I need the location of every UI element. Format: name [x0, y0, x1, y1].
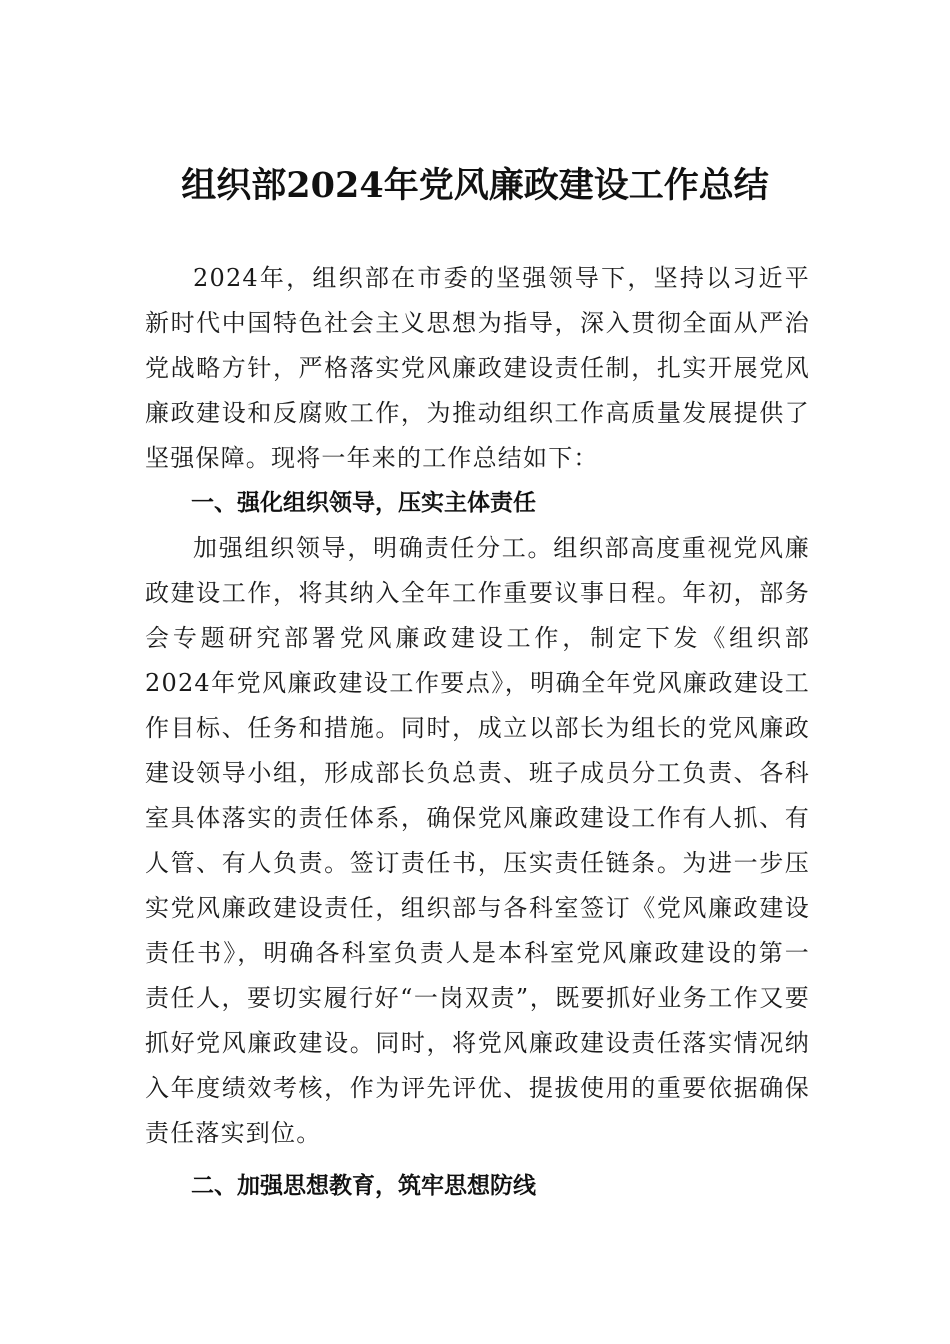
section-heading-2: 二、加强思想教育，筑牢思想防线 [191, 1173, 536, 1199]
section-heading-1: 一、强化组织领导，压实主体责任 [191, 490, 536, 516]
intro-paragraph: 2024年，组织部在市委的坚强领导下，坚持以习近平新时代中国特色社会主义思想为指导，深入贯彻全面从严治党战略方针，严格落实党风廉政建设责任制，扎实开展党风廉政建设和反腐败工作，为推动组织工作高质量发展提供了坚强保障。现将一年来的工作总结如下： [145, 264, 810, 472]
document-body [145, 256, 810, 1209]
section-paragraph-1: 加强组织领导，明确责任分工。组织部高度重视党风廉政建设工作，将其纳入全年工作重要议事日程。年初，部务会专题研究部署党风廉政建设工作，制定下发《组织部2024年党风廉政建设工作要点》，明确全年党风廉政建设工作目标、任务和措施。同时，成立以部长为组长的党风廉政建设领导小组，形成部长负总责、班子成员分工负责、各科室具体落实的责任体系，确保党风廉政建设工作有人抓、有人管、有人负责。签订责任书，压实责任链条。为进一步压实党风廉政建设责任，组织部与各科室签订《党风廉政建设责任书》，明确各科室负责人是本科室党风廉政建设的第一责任人，要切实履行好“一岗双责”，既要抓好业务工作又要抓好党风廉政建设。同时，将党风廉政建设责任落实情况纳入年度绩效考核，作为评先评优、提拔使用的重要依据确保责任落实到位。 [145, 534, 810, 1147]
document-title: 组织部2024年党风廉政建设工作总结 [181, 165, 769, 206]
